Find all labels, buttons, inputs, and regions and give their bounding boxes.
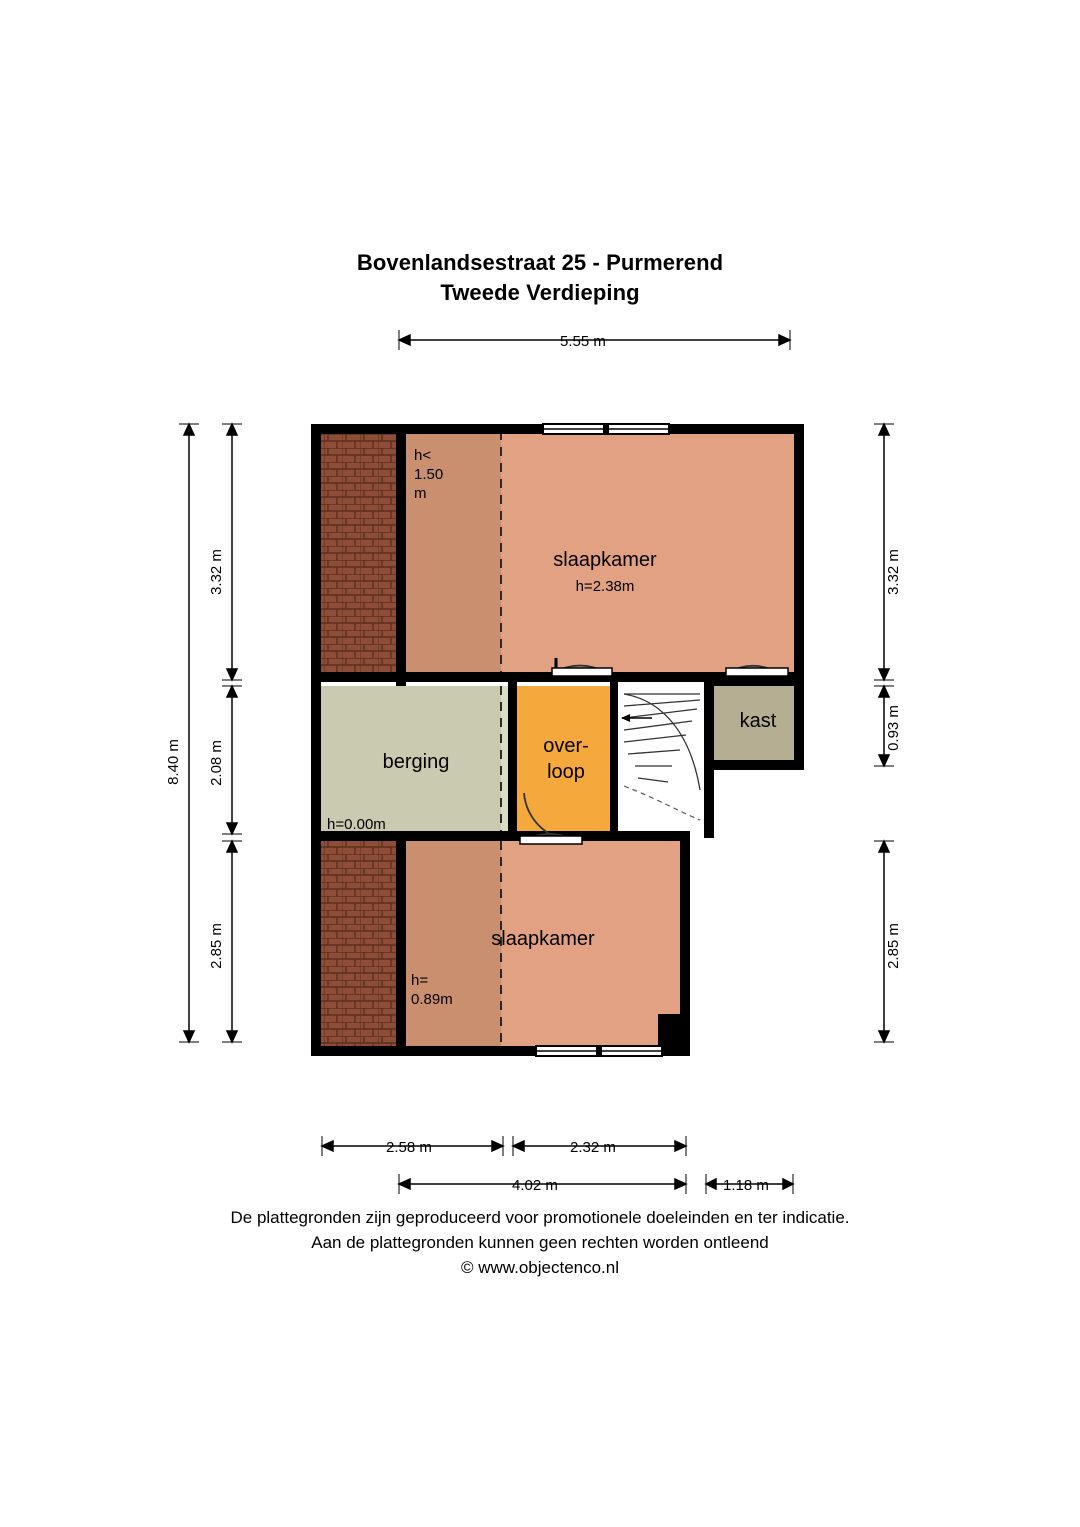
height-note-top-3: m (414, 485, 427, 502)
dim-top-width: 5.55 m (560, 333, 606, 350)
dim-bottom-d: 1.18 m (723, 1177, 769, 1194)
title-floor: Tweede Verdieping (440, 280, 640, 305)
label-slaapkamer-bottom (406, 928, 680, 951)
footer-disclaimer (0, 1205, 1080, 1280)
overloop-name-2: loop (547, 761, 585, 783)
dim-left-inner-bottom: 2.85 m (208, 923, 225, 969)
dim-bottom-c: 4.02 m (512, 1177, 558, 1194)
kast-name: kast (739, 710, 777, 732)
slaapkamer-bottom-height-1: h= (411, 972, 429, 989)
dim-left-inner-mid: 2.08 m (208, 740, 225, 786)
label-slaapkamer-top (460, 549, 750, 595)
dim-right-mid: 0.93 m (885, 705, 902, 751)
dim-right-top: 3.32 m (885, 549, 902, 595)
slaapkamer-bottom-height (411, 971, 453, 1009)
slaapkamer-bottom-height-2: 0.89m (411, 991, 453, 1008)
height-note-top-left (414, 446, 474, 503)
slaapkamer-top-height: h=2.38m (575, 578, 635, 595)
footer-line-2: Aan de plattegronden kunnen geen rechten worden ontleend (311, 1233, 769, 1252)
dim-left-outer: 8.40 m (165, 739, 182, 785)
dim-bottom-a: 2.58 m (386, 1139, 432, 1156)
slaapkamer-top-name: slaapkamer (553, 549, 657, 571)
dim-left-inner-top: 3.32 m (208, 549, 225, 595)
height-note-top-2: 1.50 (414, 466, 444, 483)
footer-line-1: De plattegronden zijn geproduceerd voor promotionele doeleinden en ter indicatie. (230, 1208, 850, 1227)
dim-right-bottom: 2.85 m (885, 923, 902, 969)
overloop-name-1: over- (543, 735, 589, 757)
label-berging (318, 751, 514, 774)
dim-bottom-b: 2.32 m (570, 1139, 616, 1156)
slaapkamer-bottom-name: slaapkamer (491, 928, 595, 950)
title-address: Bovenlandsestraat 25 - Purmerend (356, 250, 724, 275)
label-overloop (516, 733, 616, 785)
berging-height: h=0.00m (327, 816, 386, 833)
label-kast (714, 710, 802, 733)
footer-line-3: © www.objectenco.nl (460, 1258, 620, 1277)
berging-name: berging (382, 751, 450, 773)
staircase (616, 686, 712, 834)
height-note-top-1: h< (414, 447, 432, 464)
